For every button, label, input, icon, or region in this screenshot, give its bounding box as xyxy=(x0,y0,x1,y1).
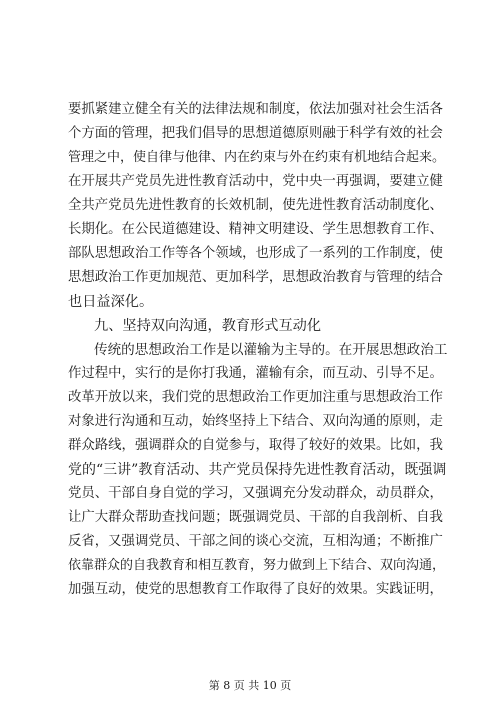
text-line: 对象进行沟通和互动，始终坚持上下结合、双向沟通的原则，走 xyxy=(68,414,443,429)
text-line: 反省，又强调党员、干部之间的谈心交流，互相沟通；不断推广 xyxy=(68,534,443,549)
text-line: 党员、干部自身自觉的学习，又强调充分发动群众，动员群众， xyxy=(68,486,443,501)
text-line: 也日益深化。 xyxy=(68,294,154,310)
text-line: 作过程中，实行的是你打我通，灌输有余，而互动、引导不足。 xyxy=(68,366,443,381)
text-line: 让广大群众帮助查找问题；既强调党员、干部的自我剖析、自我 xyxy=(68,510,443,525)
text-line: 管理之中，使自律与他律、内在约束与外在约束有机地结合起来。 xyxy=(68,150,446,165)
text-line: 思想政治工作更加规范、更加科学，思想政治教育与管理的结合 xyxy=(68,270,443,285)
section-heading: 九、坚持双向沟通，教育形式互动化 xyxy=(94,318,322,334)
text-line: 群众路线，强调群众的自觉参与，取得了较好的效果。比如，我 xyxy=(68,438,443,453)
text-line: 党的“三讲”教育活动、共产党员保持先进性教育活动，既强调 xyxy=(68,462,447,478)
text-line: 加强互动，使党的思想教育工作取得了良好的效果。实践证明， xyxy=(68,582,443,597)
text-line: 要抓紧建立健全有关的法律法规和制度，依法加强对社会生活各 xyxy=(68,102,443,117)
text-line: 个方面的管理，把我们倡导的思想道德原则融于科学有效的社会 xyxy=(68,126,443,141)
text-line: 部队思想政治工作等各个领域，也形成了一系列的工作制度，使 xyxy=(68,246,443,261)
text-line: 长期化。在公民道德建设、精神文明建设、学生思想教育工作、 xyxy=(68,222,443,237)
text-line: 全共产党员先进性教育的长效机制，使先进性教育活动制度化、 xyxy=(68,198,443,213)
text-line: 依靠群众的自我教育和相互教育，努力做到上下结合、双向沟通， xyxy=(68,558,446,573)
text-line: 改革开放以来，我们党的思想政治工作更加注重与思想政治工作 xyxy=(68,390,443,405)
text-line: 传统的思想政治工作是以灌输为主导的。在开展思想政治工 xyxy=(94,342,448,358)
page-number-footer: 第 8 页 共 10 页 xyxy=(208,679,292,692)
text-line: 在开展共产党员先进性教育活动中，党中央一再强调，要建立健 xyxy=(68,174,443,189)
